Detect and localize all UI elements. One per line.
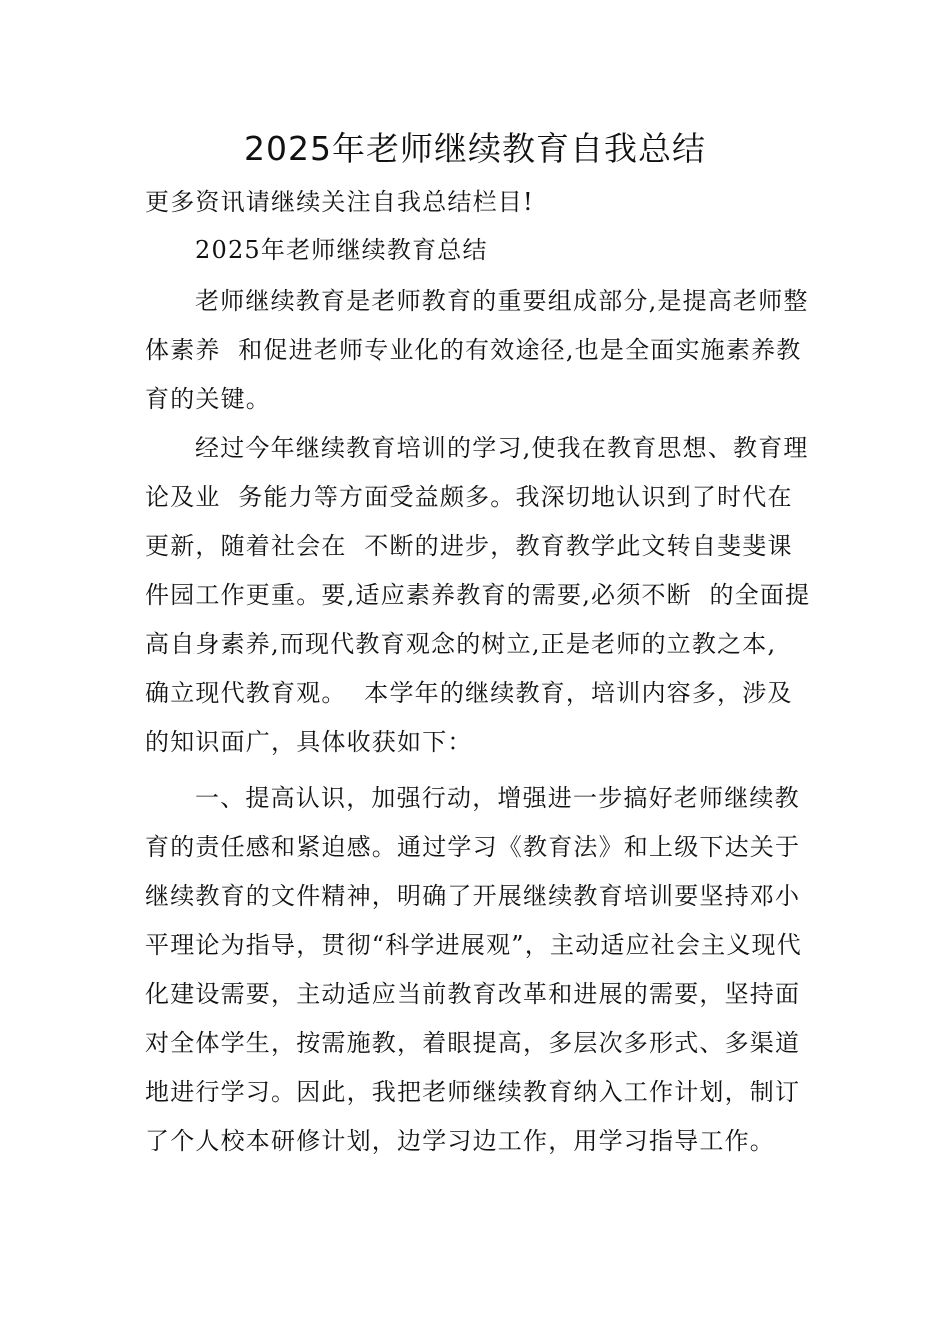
paragraph-intro: 老师继续教育是老师教育的重要组成部分,是提高老师整体素养 和促进老师专业化的有效途径,也是全面实施素养教育的关键。 [145, 287, 809, 413]
column-notice: 更多资讯请继续关注自我总结栏目! [145, 188, 534, 216]
document-subtitle: 2025年老师继续教育总结 [195, 236, 488, 264]
paragraph-section-one: 一、提高认识，加强行动，增强进一步搞好老师继续教育的责任感和紧迫感。通过学习《教育法》和上级下达关于继续教育的文件精神，明确了开展继续教育培训要坚持邓小平理论为指导，贯彻“科学进展观”，主动适应社会主义现代化建设需要，主动适应当前教育改革和进展的需要，坚持面对全体学生，按需施教，着眼提高，多层次多形式、多渠道地进行学习。因此，我把老师继续教育纳入工作计划，制订了个人校本研修计划，边学习边工作，用学习指导工作。 [145, 784, 802, 1155]
document-title: 2025年老师继续教育自我总结 [244, 129, 706, 168]
paragraph-gains: 经过今年继续教育培训的学习,使我在教育思想、教育理论及业 务能力等方面受益颇多。我深切地认识到了时代在更新，随着社会在 不断的进步，教育教学此文转自斐斐课件园工作更重。要,适应素养教育的需要,必须不断 的全面提高自身素养,而现代教育观念的树立,正是老师的立教之本, 确立现代教育观。 本学年的继续教育，培训内容多，涉及的知识面广，具体收获如下： [145, 434, 811, 756]
